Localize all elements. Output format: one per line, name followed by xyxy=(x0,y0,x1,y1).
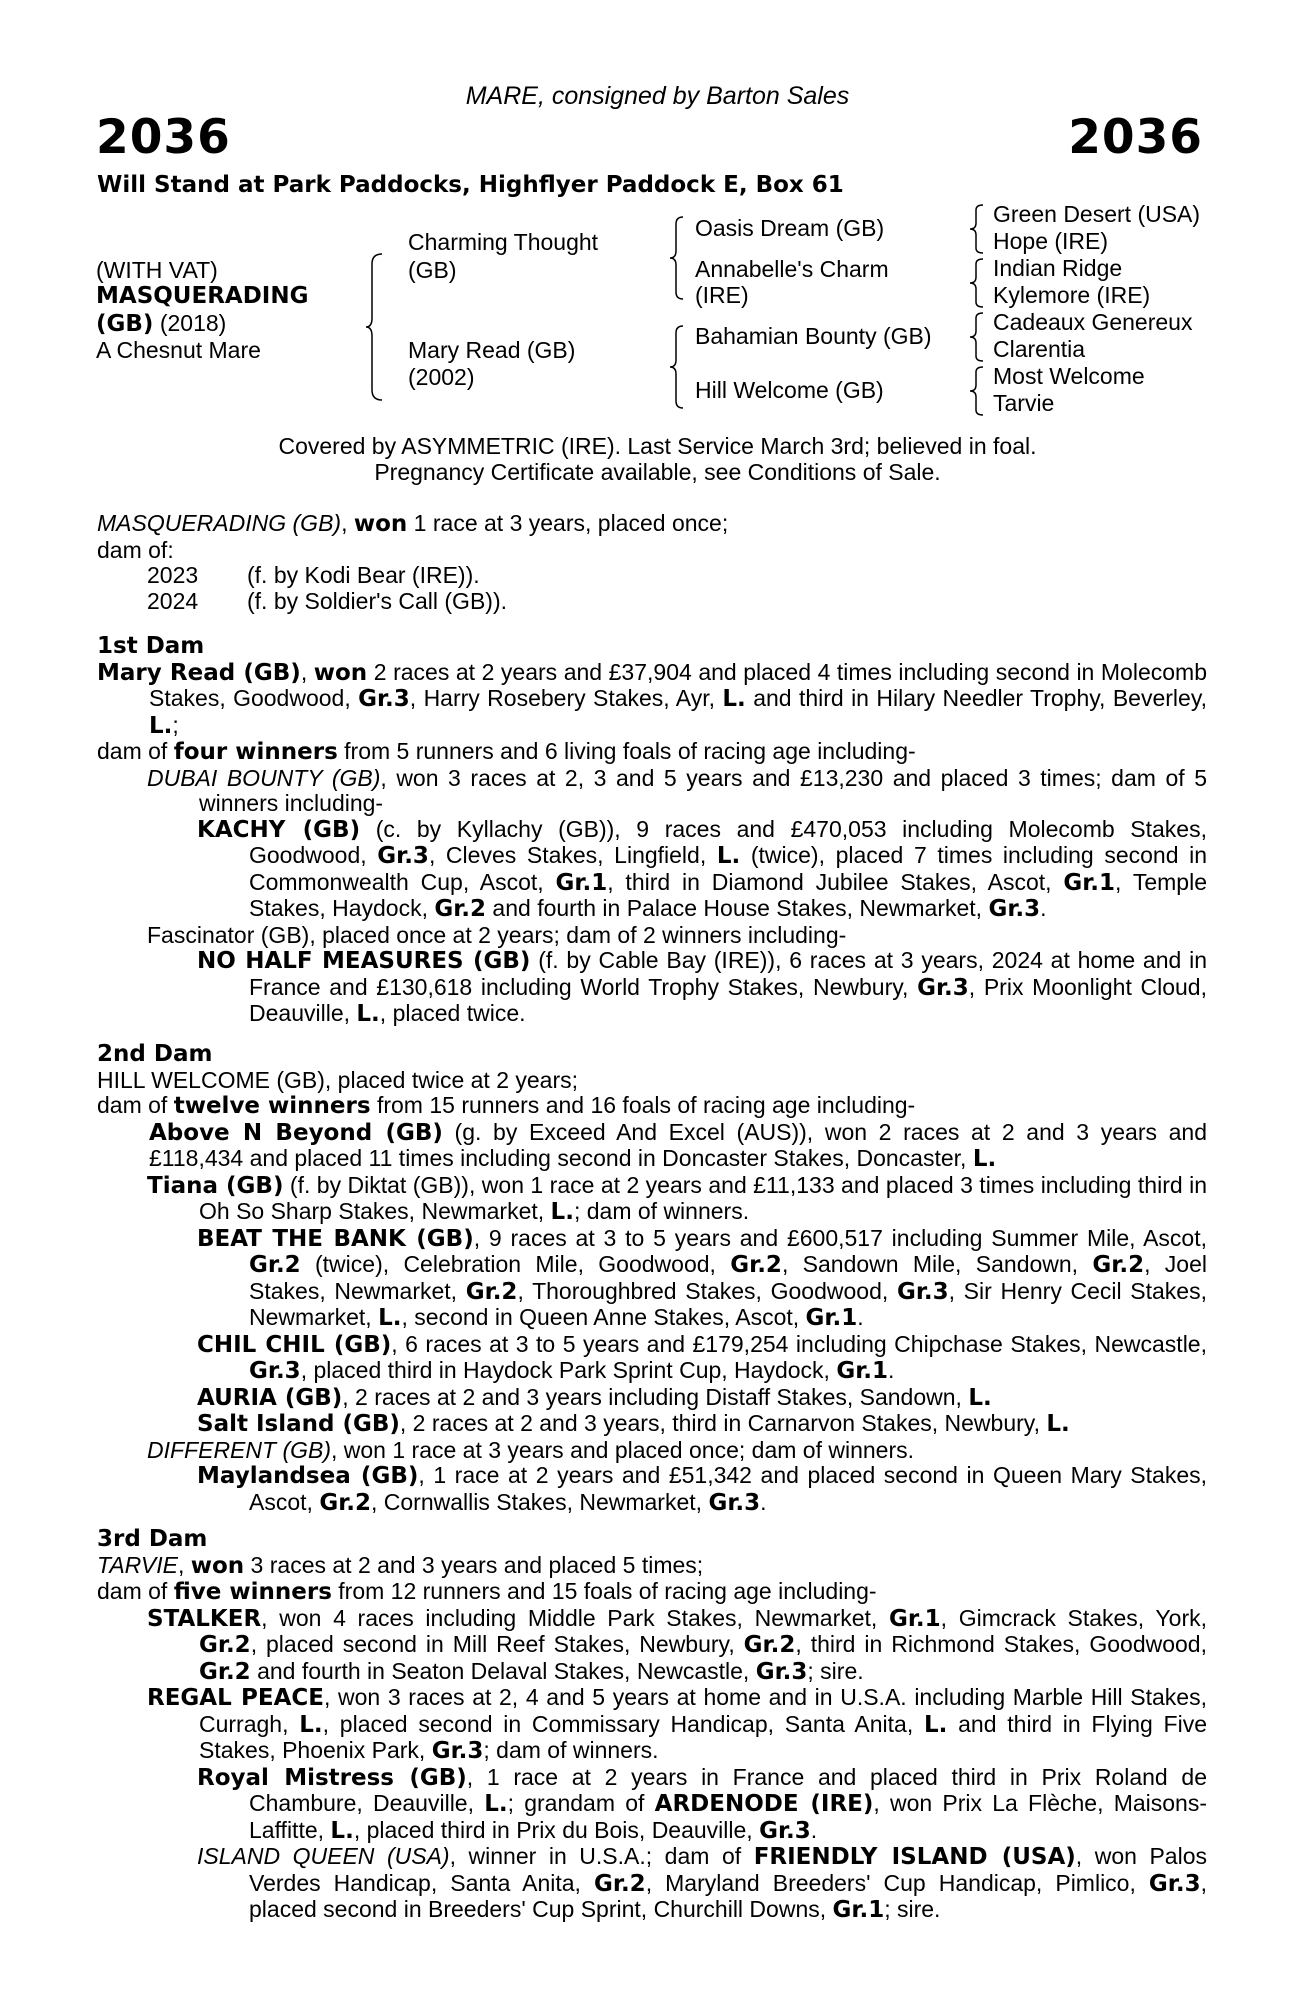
third-dam-record: TARVIE, won 3 races at 2 and 3 years and placed 5 times; xyxy=(97,1551,704,1579)
third-dam-grandfoal-royal: Royal Mistress (GB), 1 race at 2 years in France and placed third in Prix Roland de Chambure, Deauville, L.; grandam of ARDENODE (IRE), won Prix La Flèche, Maisons-Laffitte, L., placed third in Prix du Bois, Deauville, Gr.3. xyxy=(197,1763,1207,1844)
dam-name: Mary Read (GB) xyxy=(408,337,576,363)
third-dam-section xyxy=(97,1527,1207,1924)
vat-note: (WITH VAT) xyxy=(96,257,218,283)
covered-line-2: Pregnancy Certificate available, see Conditions of Sale. xyxy=(374,459,941,485)
sire-name: Charming Thought xyxy=(408,229,599,255)
produce-section xyxy=(97,511,1207,614)
ancestor-dds: Most Welcome xyxy=(993,363,1145,389)
third-dam-foal-stalker: STALKER, won 4 races including Middle Park Stakes, Newmarket, Gr.1, Gimcrack Stakes, York, Gr.2, placed second in Mill Reef Stakes, Newbury, Gr.2, third in Richmond Stakes, Goodwood, Gr.2 and fourth in Seaton Delaval Stakes, Newcastle, Gr.3; sire. xyxy=(147,1604,1207,1685)
first-dam-record: Mary Read (GB), won 2 races at 2 years and £37,904 and placed 4 times including second in Molecomb Stakes, Goodwood, Gr.3, Harry Rosebery Stakes, Ayr, L. and third in Hilary Needler Trophy, Beverley, L.; xyxy=(97,658,1207,739)
dam-dam: Hill Welcome (GB) xyxy=(695,377,884,403)
third-dam-heading: 3rd Dam xyxy=(97,1526,208,1552)
brace-gen3-4 xyxy=(970,365,986,417)
produce-dam-of: dam of: xyxy=(97,536,174,563)
horse-year-line: (GB) (2018) xyxy=(96,310,227,337)
brace-sire-line xyxy=(670,215,686,301)
second-dam-section xyxy=(97,1042,1207,1516)
second-dam-grandfoal-salt: Salt Island (GB), 2 races at 2 and 3 years, third in Carnarvon Stakes, Newbury, L. xyxy=(197,1410,1070,1437)
second-dam-grandfoal-chilchil: CHIL CHIL (GB), 6 races at 3 to 5 years and £179,254 including Chipchase Stakes, Newcastle, Gr.3, placed third in Haydock Park Sprint Cup, Haydock, Gr.1. xyxy=(197,1330,1207,1384)
first-dam-section xyxy=(97,634,1207,1028)
first-dam-heading: 1st Dam xyxy=(97,633,205,659)
sire-sire: Oasis Dream (GB) xyxy=(695,215,885,241)
catalogue-subtitle: MARE, consigned by Barton Sales xyxy=(465,82,850,110)
stand-location: Will Stand at Park Paddocks, Highflyer Paddock E, Box 61 xyxy=(97,172,844,198)
second-dam-produce: dam of twelve winners from 15 runners and 16 foals of racing age including- xyxy=(97,1092,916,1119)
produce-intro: MASQUERADING (GB), won 1 race at 3 years, placed once; xyxy=(97,510,729,537)
ancestor-ddd: Tarvie xyxy=(993,390,1055,416)
brace-gen3-1 xyxy=(970,203,986,255)
third-dam-produce: dam of five winners from 12 runners and 15 foals of racing age including- xyxy=(97,1578,877,1605)
second-dam-record: HILL WELCOME (GB), placed twice at 2 years; xyxy=(97,1066,579,1093)
horse-name: MASQUERADING xyxy=(96,283,309,309)
ancestor-sds: Indian Ridge xyxy=(993,255,1123,281)
horse-description: A Chesnut Mare xyxy=(96,337,261,363)
dam-year: (2002) xyxy=(408,364,475,390)
third-dam-grandfoal-island: ISLAND QUEEN (USA), winner in U.S.A.; dam of FRIENDLY ISLAND (USA), won Palos Verdes Handicap, Santa Anita, Gr.2, Maryland Breeders' Cup Handicap, Pimlico, Gr.3, placed second in Breeders' Cup Sprint, Churchill Downs, Gr.1; sire. xyxy=(197,1843,1207,1923)
sire-dam: Annabelle's Charm xyxy=(695,256,889,282)
first-dam-produce: dam of four winners from 5 runners and 6 living foals of racing age including- xyxy=(97,738,916,765)
lot-number-left: 2036 xyxy=(96,110,231,165)
ancestor-sss: Green Desert (USA) xyxy=(993,201,1201,227)
sire-origin: (GB) xyxy=(408,257,457,283)
second-dam-grandfoal-maylandsea: Maylandsea (GB), 1 race at 2 years and £51,342 and placed second in Queen Mary Stakes, Ascot, Gr.2, Cornwallis Stakes, Newmarket, Gr.3. xyxy=(197,1462,1207,1516)
ancestor-dss: Cadeaux Genereux xyxy=(993,309,1193,335)
brace-gen3-2 xyxy=(970,257,986,309)
brace-generation-1 xyxy=(366,252,386,402)
first-dam-foal-dubai: DUBAI BOUNTY (GB), won 3 races at 2, 3 and 5 years and £13,230 and placed 3 times; dam of 5 winners including- xyxy=(147,764,1207,816)
second-dam-foal-anb: Above N Beyond (GB) (g. by Exceed And Excel (AUS)), won 2 races at 2 and 3 years and £118,434 and placed 11 times including second in Doncaster Stakes, Doncaster, L. xyxy=(149,1118,1207,1172)
ancestor-ssd: Hope (IRE) xyxy=(993,228,1109,254)
foal-row: 2024 (f. by Soldier's Call (GB)). xyxy=(147,587,507,614)
dam-sire: Bahamian Bounty (GB) xyxy=(695,323,932,349)
covered-line-1: Covered by ASYMMETRIC (IRE). Last Service March 3rd; believed in foal. xyxy=(278,433,1037,459)
first-dam-grandfoal-nhm: NO HALF MEASURES (GB) (f. by Cable Bay (IRE)), 6 races at 3 years, 2024 at home and in France and £130,618 including World Trophy Stakes, Newbury, Gr.3, Prix Moonlight Cloud, Deauville, L., placed twice. xyxy=(197,947,1207,1027)
ancestor-dsd: Clarentia xyxy=(993,336,1086,362)
second-dam-grandfoal-btb: BEAT THE BANK (GB), 9 races at 3 to 5 years and £600,517 including Summer Mile, Ascot, Gr.2 (twice), Celebration Mile, Goodwood, Gr.2, Sandown Mile, Sandown, Gr.2, Joel Stakes, Newmarket, Gr.2, Thoroughbred Stakes, Goodwood, Gr.3, Sir Henry Cecil Stakes, Newmarket, L., second in Queen Anne Stakes, Ascot, Gr.1. xyxy=(197,1224,1208,1331)
second-dam-foal-tiana: Tiana (GB) (f. by Diktat (GB)), won 1 race at 2 years and £11,133 and placed 3 times including third in Oh So Sharp Stakes, Newmarket, L.; dam of winners. xyxy=(147,1171,1207,1225)
brace-dam-line xyxy=(670,324,686,410)
third-dam-foal-regal: REGAL PEACE, won 3 races at 2, 4 and 5 years at home and in U.S.A. including Marble Hill Stakes, Curragh, L., placed second in Commissary Handicap, Santa Anita, L. and third in Flying Five Stakes, Phoenix Park, Gr.3; dam of winners. xyxy=(147,1684,1207,1764)
sire-dam-origin: (IRE) xyxy=(695,282,749,308)
first-dam-foal-fascinator: Fascinator (GB), placed once at 2 years; dam of 2 winners including- xyxy=(147,921,847,948)
first-dam-grandfoal-kachy: KACHY (GB) (c. by Kyllachy (GB)), 9 races and £470,053 including Molecomb Stakes, Goodwood, Gr.3, Cleves Stakes, Lingfield, L. (twice), placed 7 times including second in Commonwealth Cup, Ascot, Gr.1, third in Diamond Jubilee Stakes, Ascot, Gr.1, Temple Stakes, Haydock, Gr.2 and fourth in Palace House Stakes, Newmarket, Gr.3. xyxy=(197,815,1207,922)
second-dam-grandfoal-auria: AURIA (GB), 2 races at 2 and 3 years including Distaff Stakes, Sandown, L. xyxy=(197,1383,992,1411)
brace-gen3-3 xyxy=(970,311,986,363)
ancestor-sdd: Kylemore (IRE) xyxy=(993,282,1151,308)
foal-row: 2023 (f. by Kodi Bear (IRE)). xyxy=(147,562,480,588)
second-dam-heading: 2nd Dam xyxy=(97,1041,213,1067)
second-dam-foal-different: DIFFERENT (GB), won 1 race at 3 years and placed once; dam of winners. xyxy=(147,1436,914,1463)
lot-number-right: 2036 xyxy=(1068,110,1203,165)
